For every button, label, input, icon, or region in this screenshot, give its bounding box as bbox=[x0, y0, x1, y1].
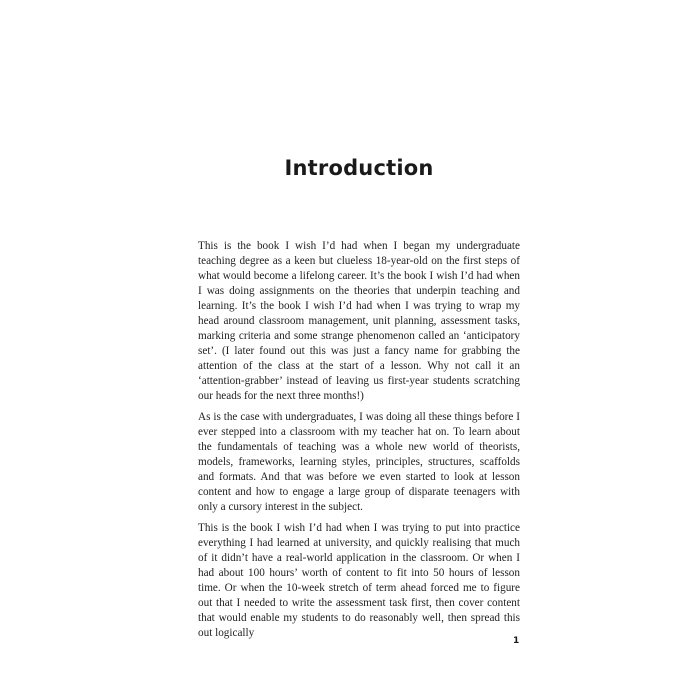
body-text bbox=[198, 239, 520, 647]
paragraph: This is the book I wish I’d had when I was trying to put into practice everything I had learned at university, and quickly realising that much of it didn’t have a real-world application in the classroom. Or when I had about 100 hours’ worth of content to fit into 50 hours of lesson time. Or when the 10-week stretch of term ahead forced me to figure out that I needed to write the assessment task first, then cover content that would enable my students to do reasonably well, then spread this out logically bbox=[198, 522, 520, 639]
page-number: 1 bbox=[513, 636, 520, 646]
paragraph: This is the book I wish I’d had when I began my undergraduate teaching degree as a keen but clueless 18-year-old on the first steps of what would become a lifelong career. It’s the book I wish I’d had when I was doing assignments on the theories that underpin teaching and learning. It’s the book I wish I’d had when I was trying to wrap my head around classroom management, unit planning, assessment tasks, marking criteria and some strange phenomenon called an ‘anticipatory set’. (I later found out this was just a fancy name for grabbing the attention of the class at the start of a lesson. Why not call it an ‘attention-grabber’ instead of leaving us first-year students scratching our heads for the next three months!) bbox=[198, 240, 520, 402]
chapter-title: Introduction bbox=[284, 156, 434, 180]
paragraph: As is the case with undergraduates, I was doing all these things before I ever stepped into a classroom with my teacher hat on. To learn about the fundamentals of teaching was a whole new world of theorists, models, frameworks, learning styles, principles, structures, scaffolds and formats. And that was before we even started to look at lesson content and how to engage a large group of disparate teenagers with only a cursory interest in the subject. bbox=[198, 411, 520, 513]
